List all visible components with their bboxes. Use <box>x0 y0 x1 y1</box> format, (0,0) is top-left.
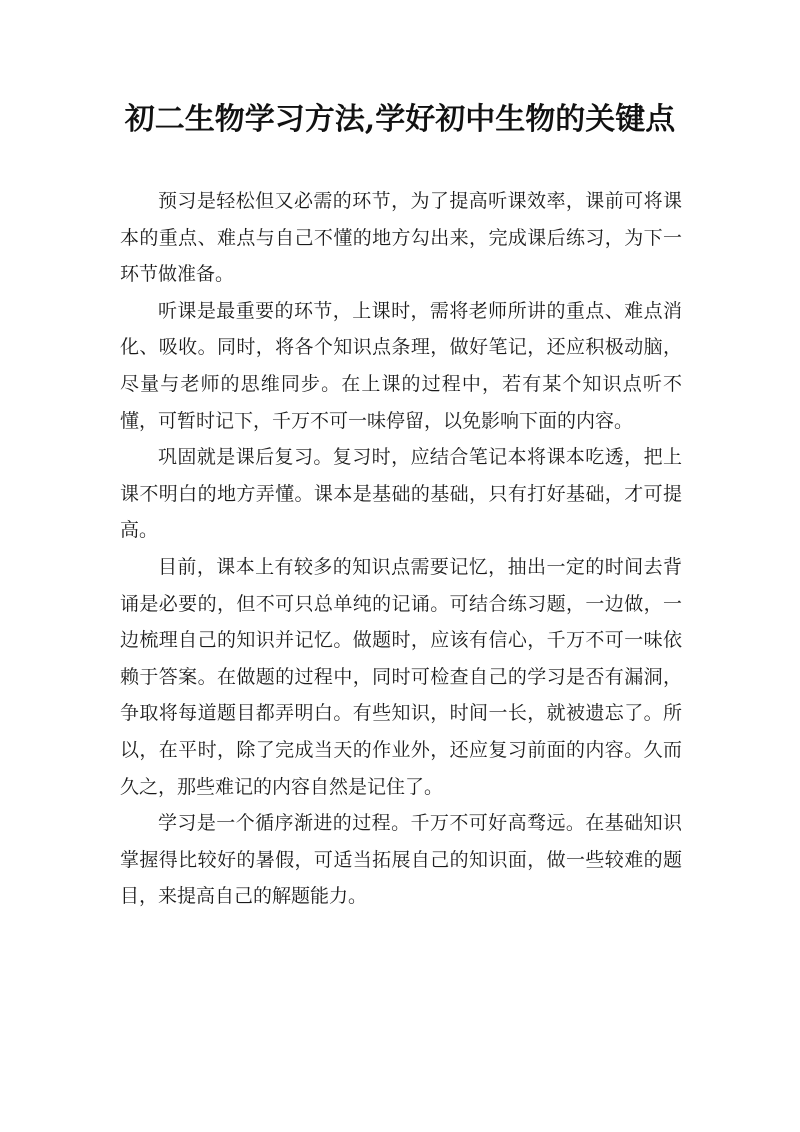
paragraph-listening: 听课是最重要的环节，上课时，需将老师所讲的重点、难点消化、吸收。同时，将各个知识点条理，做好笔记，还应积极动脑，尽量与老师的思维同步。在上课的过程中，若有某个知识点听不懂，可暂时记下，千万不可一味停留，以免影响下面的内容。 <box>120 299 682 432</box>
paragraph-preview: 预习是轻松但又必需的环节，为了提高听课效率，课前可将课本的重点、难点与自己不懂的地方勾出来，完成课后练习，为下一环节做准备。 <box>120 190 682 286</box>
document-body <box>120 183 682 915</box>
paragraph-memorization: 目前，课本上有较多的知识点需要记忆，抽出一定的时间去背诵是必要的，但不可只总单纯的记诵。可结合练习题，一边做，一边梳理自己的知识并记忆。做题时，应该有信心，千万不可一味依赖于答案。在做题的过程中，同时可检查自己的学习是否有漏洞，争取将每道题目都弄明白。有些知识，时间一长，就被遗忘了。所以，在平时，除了完成当天的作业外，还应复习前面的内容。久而久之，那些难记的内容自然是记住了。 <box>120 555 682 798</box>
document-title: 初二生物学习方法,学好初中生物的关键点 <box>124 102 676 137</box>
paragraph-progression: 学习是一个循序渐进的过程。千万不可好高骛远。在基础知识掌握得比较好的暑假，可适当拓展自己的知识面，做一些较难的题目，来提高自己的解题能力。 <box>120 812 682 908</box>
paragraph-review: 巩固就是课后复习。复习时，应结合笔记本将课本吃透，把上课不明白的地方弄懂。课本是基础的基础，只有打好基础，才可提高。 <box>120 446 682 542</box>
